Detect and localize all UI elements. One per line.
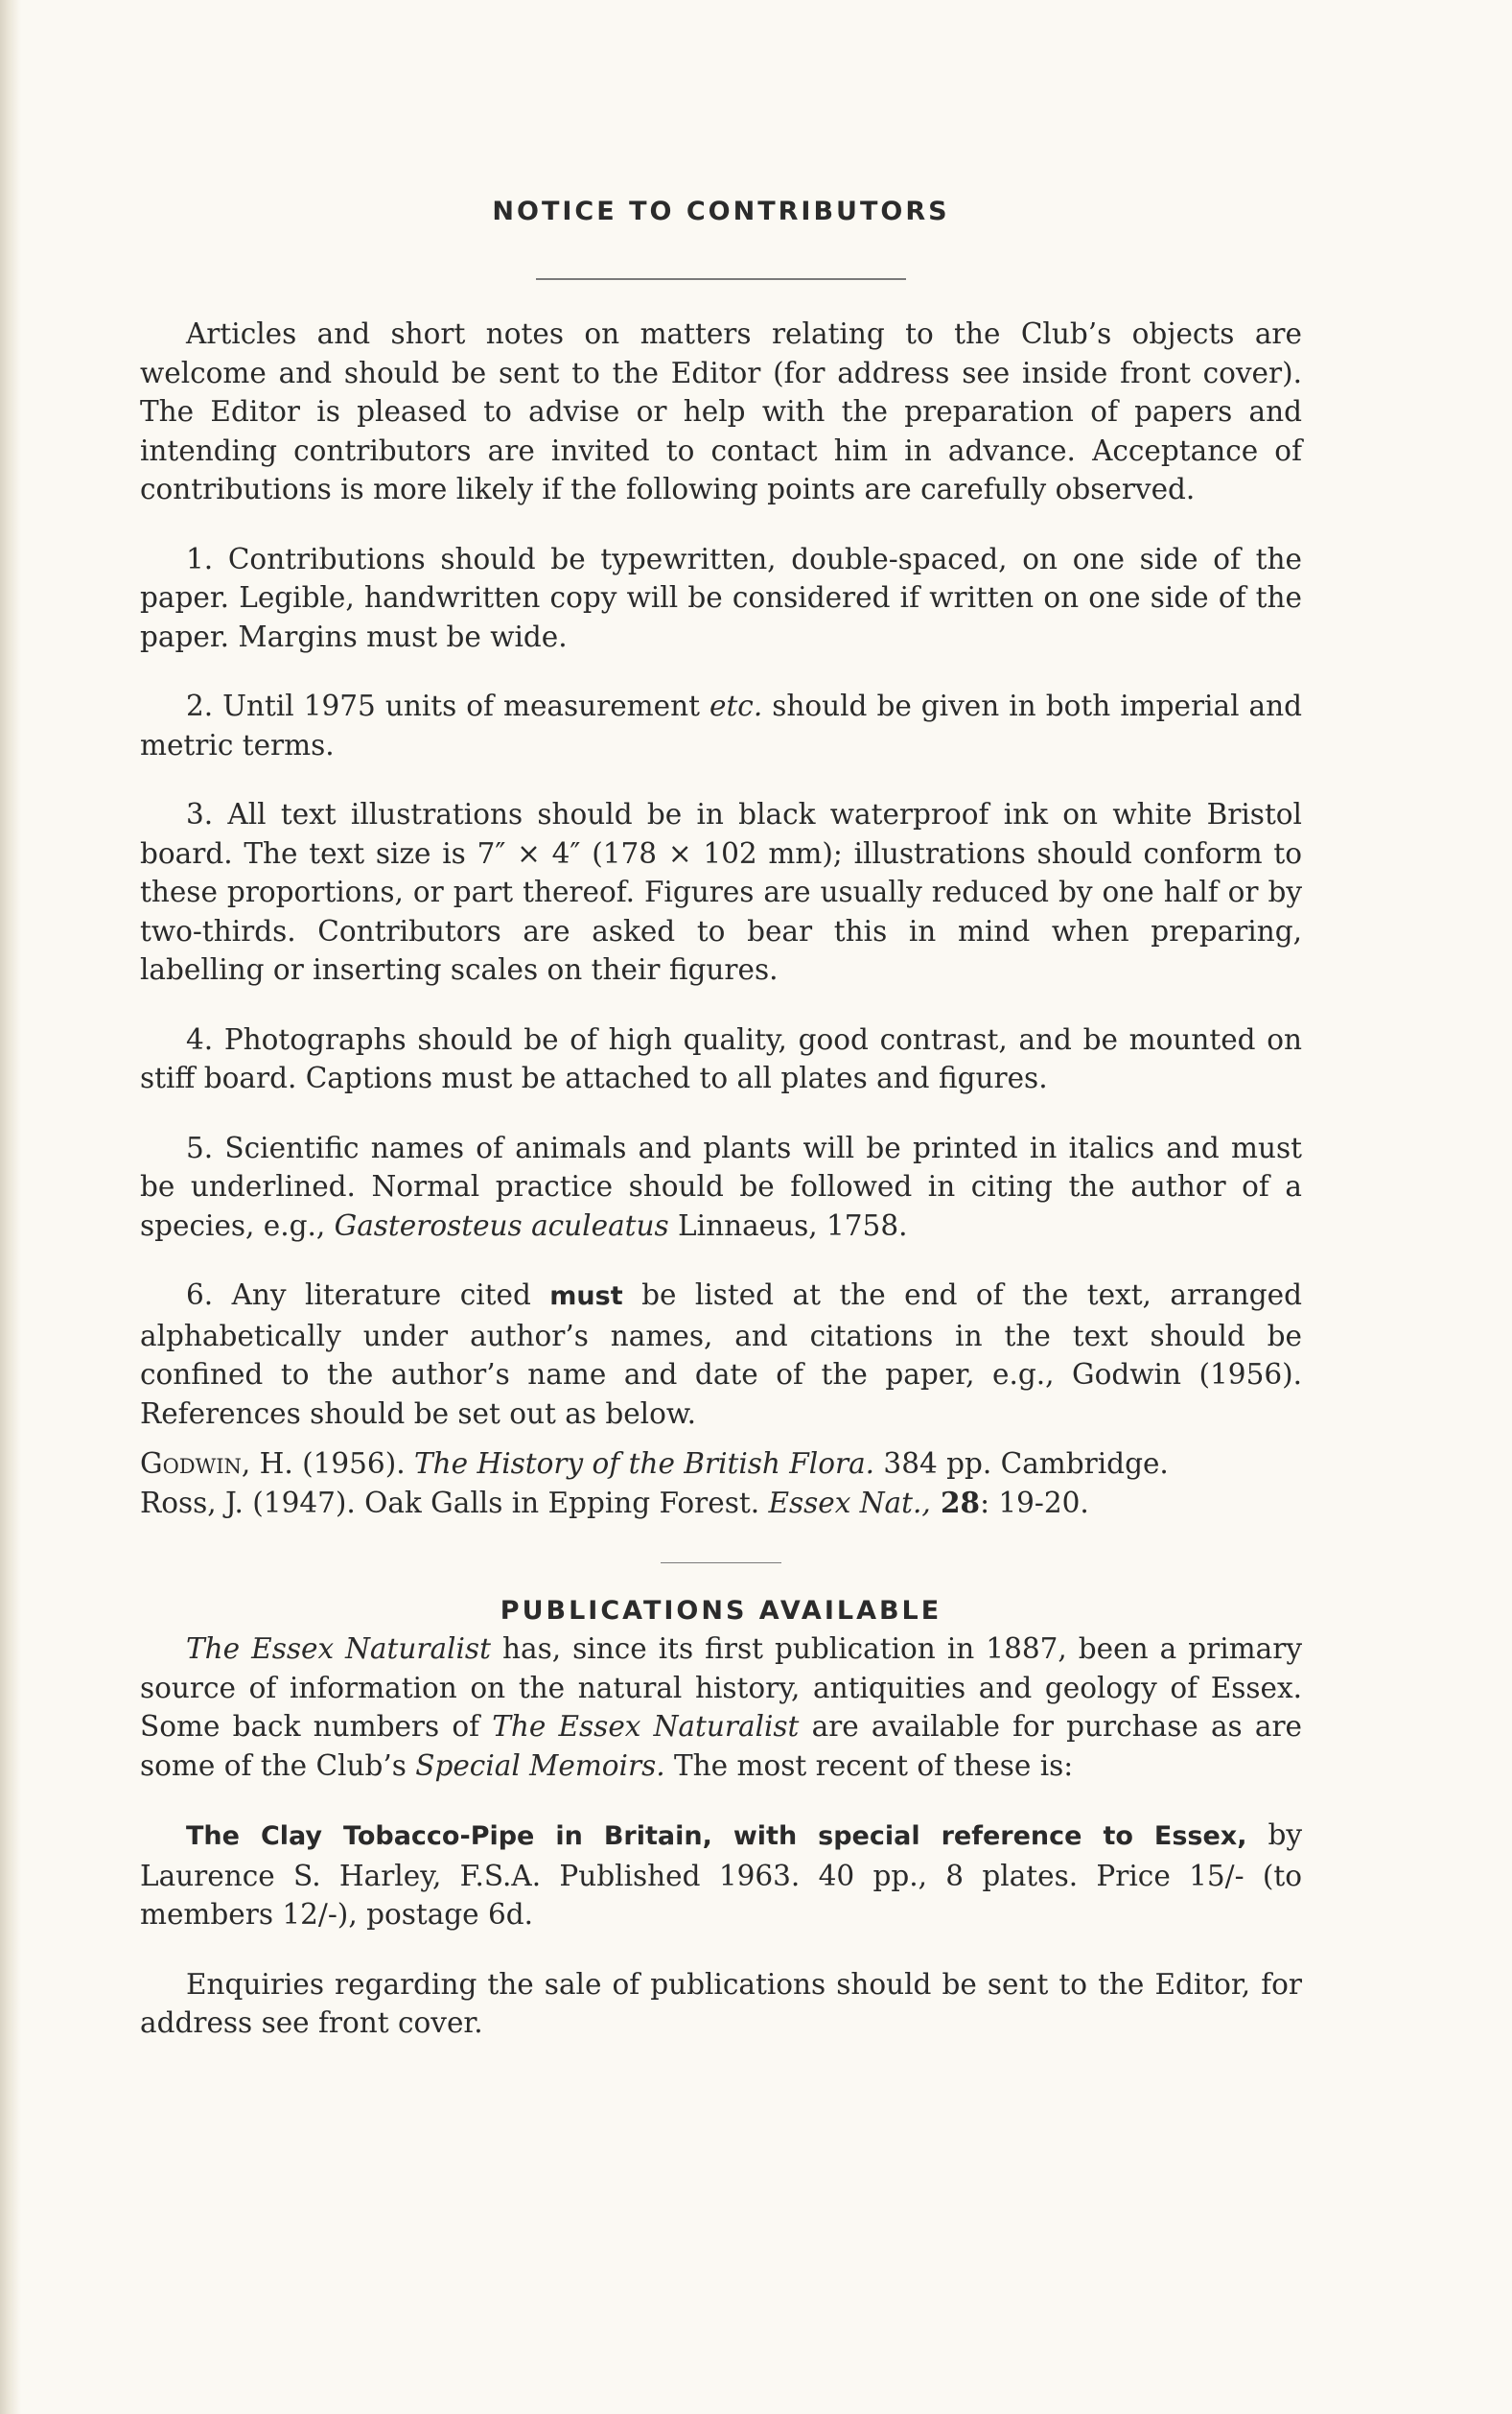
item-6-text: 6. Any literature cited <box>186 1278 550 1311</box>
ref-2-volume: 28 <box>930 1485 981 1519</box>
page-binding-shadow <box>0 0 21 2414</box>
notice-item-3: 3. All text illustrations should be in black waterproof ink on white Bristol board. The text size is 7″ × 4″ (178 × 102 mm); illustrations should conform to these proportions, or part thereof. Figures are usually reduced by one half or by two-thirds. Contributors are asked to bear this in mind when preparing, labelling or inserting scales on their figures. <box>140 798 1302 986</box>
notice-item-2 <box>140 687 1302 764</box>
item-5-species: Gasterosteus aculeatus <box>334 1208 669 1242</box>
ref-1-year: (1956). <box>292 1447 414 1480</box>
item-6-text-end: be listed at the end of the text, arranged alphabetically under author’s names, and citations in the text should be confined to the author’s name and date of the paper, e.g., Godwin (1956). References should be set out as below. <box>140 1278 1302 1430</box>
notice-item-1: 1. Contributions should be typewritten, double-spaced, on one side of the paper. Legible, handwritten copy will be considered if written on one side of the paper. Margins must be wide. <box>140 542 1302 653</box>
ref-1-title: The History of the British Flora. <box>413 1447 875 1480</box>
reference-ross <box>140 1484 1302 1523</box>
ref-2-rest: (1947). Oak Galls in Epping Forest. <box>243 1486 769 1519</box>
item-6-must: must <box>549 1281 623 1311</box>
notice-item-6 <box>140 1276 1302 1433</box>
notice-item-4: 4. Photographs should be of high quality, good contrast, and be mounted on stiff board. Captions must be attached to all plates and figures. <box>140 1022 1302 1094</box>
memoirs-title: Special Memoirs. <box>415 1748 665 1782</box>
journal-title-2: The Essex Naturalist <box>492 1710 800 1743</box>
item-2-etc: etc. <box>709 690 763 722</box>
publications-intro <box>140 1629 1302 1785</box>
divider-rule-short <box>661 1562 781 1563</box>
journal-title: The Essex Naturalist <box>186 1632 491 1665</box>
publications-heading: PUBLICATIONS AVAILABLE <box>500 1596 942 1626</box>
item-2-text: 2. Until 1975 units of measurement <box>186 690 709 722</box>
publications-intro-text-2: are available for purchase as are some of the Club’s <box>140 1710 1303 1782</box>
item-5-text-end: Linnaeus, 1758. <box>668 1208 908 1242</box>
ref-2-journal: Essex Nat., <box>768 1486 931 1519</box>
book-title: The Clay Tobacco-Pipe in Britain, with special reference to Essex, <box>186 1821 1247 1851</box>
publication-entry <box>140 1816 1302 1934</box>
publications-enquiries: Enquiries regarding the sale of publications should be sent to the Editor, for address see front cover. <box>140 1967 1302 2039</box>
page-content <box>140 197 1302 2043</box>
publications-intro-text: has, since its first publication in 1887, been a primary source of information on the natural history, antiquities and geology of Essex. Some back numbers of <box>140 1632 1302 1743</box>
divider-rule <box>536 278 906 280</box>
item-2-text-end: should be given in both imperial and metric terms. <box>140 690 1302 762</box>
notice-heading: NOTICE TO CONTRIBUTORS <box>492 197 950 226</box>
item-5-text: 5. Scientific names of animals and plants will be printed in italics and must be underlined. Normal practice should be followed in citing the author of a species, e.g., <box>140 1131 1302 1242</box>
ref-1-rest: 384 pp. Cambridge. <box>874 1447 1169 1480</box>
publications-intro-text-3: The most recent of these is: <box>664 1748 1074 1782</box>
ref-2-pages: : 19-20. <box>980 1486 1089 1519</box>
ref-1-author: Godwin, H. <box>140 1447 293 1480</box>
book-details: by Laurence S. Harley, F.S.A. Published 1963. 40 pp., 8 plates. Price 15/- (to members 12/-), postage 6d. <box>140 1818 1302 1931</box>
reference-godwin <box>140 1444 1302 1484</box>
notice-item-5 <box>140 1129 1302 1246</box>
ref-2-author: Ross, J. <box>140 1486 244 1519</box>
notice-intro: Articles and short notes on matters relating to the Club’s objects are welcome and should be sent to the Editor (for address see inside front cover). The Editor is pleased to advise or help with the preparation of papers and intending contributors are invited to contact him in advance. Acceptance of contributions is more likely if the following points are carefully observed. <box>140 317 1302 505</box>
